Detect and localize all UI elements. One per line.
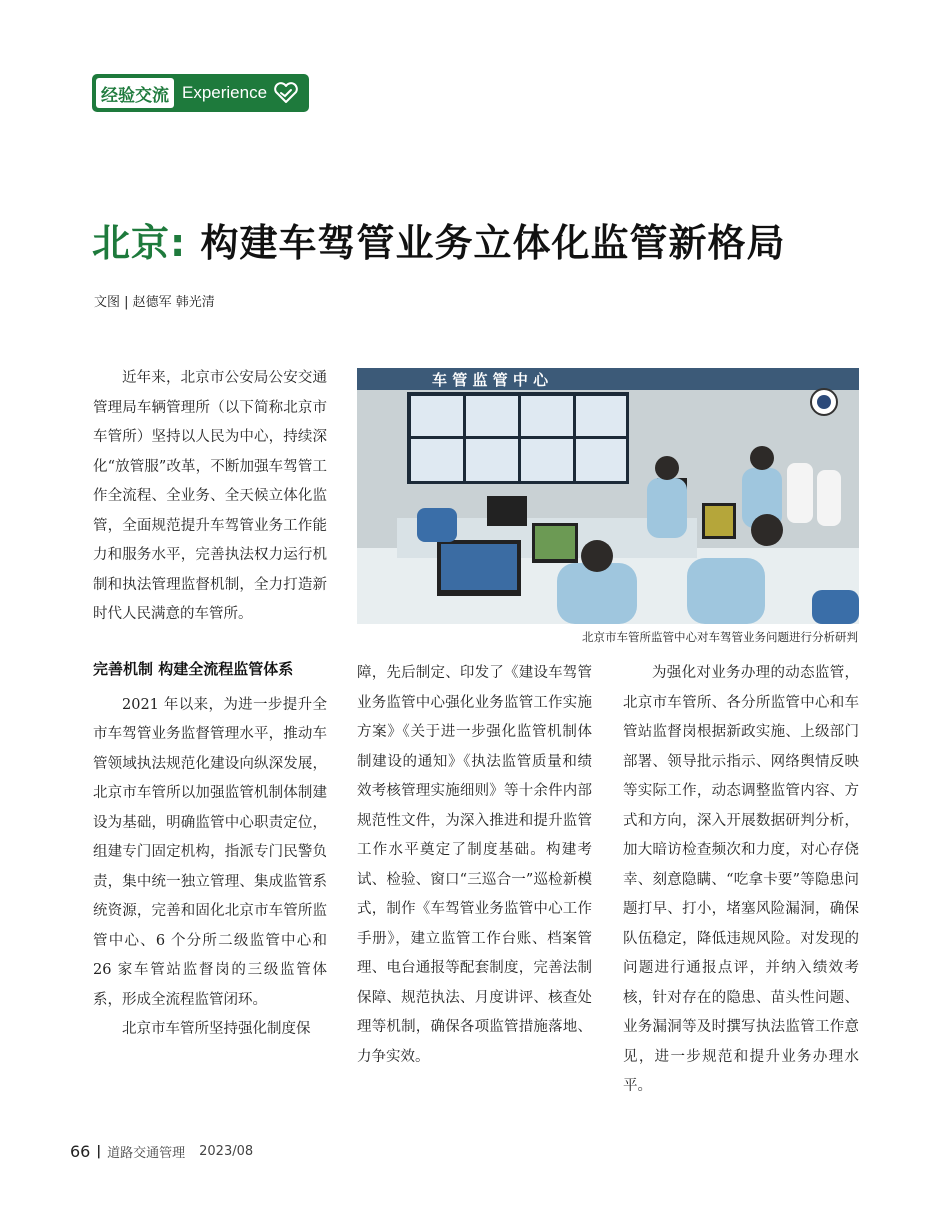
section-heading: 完善机制 构建全流程监管体系	[93, 659, 294, 678]
photo-caption: 北京市车管所监管中心对车驾管业务问题进行分析研判	[582, 630, 858, 644]
article-title	[92, 212, 785, 267]
journal-name: 道路交通管理	[107, 1146, 186, 1161]
section-badge	[92, 74, 309, 112]
section-badge-cn: 经验交流	[96, 78, 174, 108]
column-2	[357, 659, 592, 1072]
body-paragraph: 为强化对业务办理的动态监管，北京市车管所、各分所监管中心和车管站监督岗根据新政实施、上级部门部署、领导批示指示、网络舆情反映等实际工作，动态调整监管内容、方式和方向，深入开展数据研判分析，加大暗访检查频次和力度，对心存侥幸、刻意隐瞒、“吃拿卡要”等隐患问题打早、打小，堵塞风险漏洞，确保队伍稳定，降低违规风险。对发现的问题进行通报点评，并纳入绩效考核，针对存在的隐患、苗头性问题、业务漏洞等及时撰写执法监管工作意见，进一步规范和提升业务办理水平。	[623, 665, 859, 1094]
footer-divider: |	[96, 1144, 102, 1159]
page-number: 66	[70, 1142, 91, 1161]
title-main: 构建车驾管业务立体化监管新格局	[200, 221, 786, 265]
title-prefix: 北京:	[92, 221, 187, 265]
body-paragraph: 2021 年以来，为进一步提升全市车驾管业务监督管理水平，推动车管领域执法规范化建设向纵深发展，北京市车管所以加强监管机制体制建设为基础，明确监管中心职责定位，组建专门固定机构，指派专门民警负责，集中统一独立管理、集成监管系统资源，完善和固化北京市车管所监管中心、6 个分所二级监管中心和 26 家车管站监督岗的三级监管体系，形成全流程监管闭环。	[93, 696, 327, 1008]
page-footer	[70, 1142, 253, 1161]
column-3	[623, 659, 859, 1102]
intro-paragraph: 近年来，北京市公安局公安交通管理局车辆管理所（以下简称北京市车管所）坚持以人民为中心，持续深化“放管服”改革，不断加强车驾管工作全流程、全业务、全天候立体化监管，全面规范提升车驾管业务工作能力和服务水平，完善执法权力运行机制和执法管理监督机制，全力打造新时代人民满意的车管所。	[93, 370, 327, 622]
body-paragraph: 障，先后制定、印发了《建设车驾管业务监管中心强化业务监管工作实施方案》《关于进一步强化监管机制体制建设的通知》《执法监管质量和绩效考核管理实施细则》等十余件内部规范性文件，为深入推进和提升监管工作水平奠定了制度基础。构建考试、检验、窗口“三巡合一”巡检新模式，制作《车驾管业务监管中心工作手册》，建立监管工作台账、档案管理、电台通报等配套制度，完善法制保障、规范执法、月度讲评、核查处理等机制，确保各项监管措施落地、力争实效。	[357, 665, 592, 1065]
photo-sign: 车 管 监 管 中 心	[432, 371, 549, 389]
section-badge-en: Experience	[182, 83, 268, 102]
issue-date: 2023/08	[199, 1144, 254, 1159]
heart-handshake-icon	[273, 76, 307, 110]
article-photo	[357, 368, 859, 624]
column-1	[93, 364, 327, 1045]
body-paragraph: 北京市车管所坚持强化制度保	[122, 1021, 311, 1037]
byline: 文图 | 赵德军 韩光清	[94, 295, 215, 310]
